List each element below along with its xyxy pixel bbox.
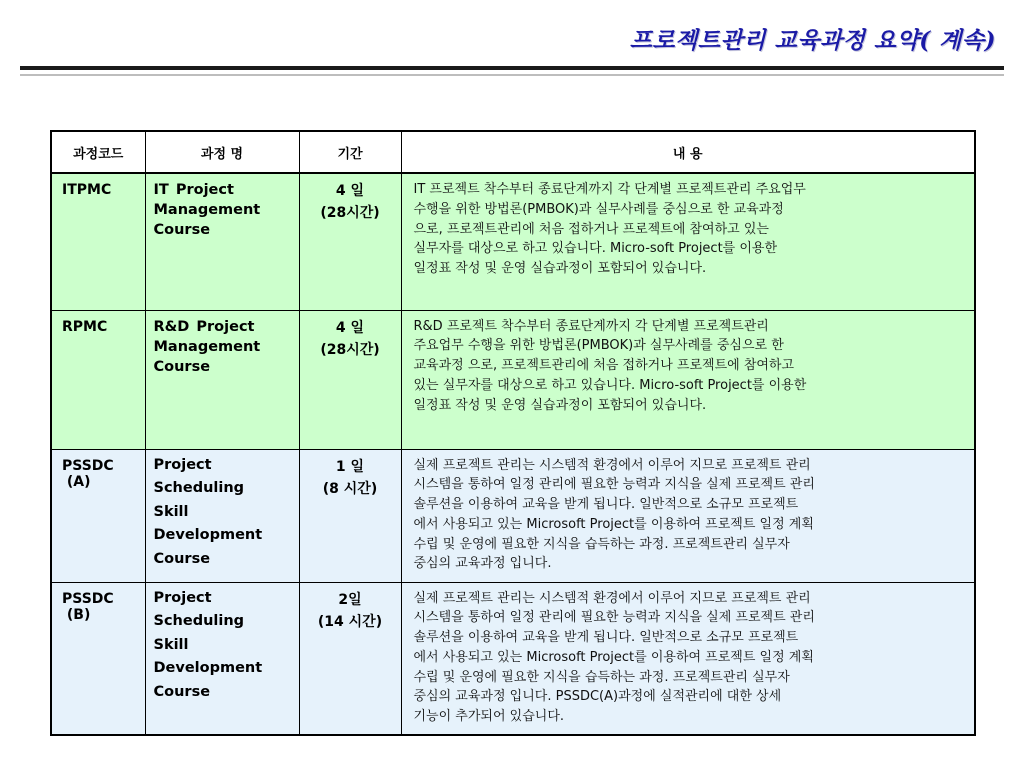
period-days: 2일: [338, 591, 362, 608]
title-divider-thin: [20, 74, 1004, 76]
content-line: 일정표 작성 및 운영 실습과정이 포함되어 있습니다.: [413, 397, 707, 413]
period-cell: [299, 582, 401, 735]
period-hours: (8 시간): [322, 480, 378, 497]
slide-title: 프로젝트관리 교육과정 요약( 계속): [629, 27, 996, 54]
period-hours: (14 시간): [317, 613, 383, 630]
period-cell: [299, 173, 401, 310]
course-code-cell: [51, 582, 145, 735]
course-name-line: Course: [153, 222, 211, 238]
course-name-line: Development: [153, 660, 263, 676]
content-line: 수립 및 운영에 필요한 지식을 습득하는 과정. 프로젝트관리 실무자: [413, 669, 790, 685]
course-name-line: IT Project: [153, 182, 234, 198]
course-code: PSSDC: [62, 457, 114, 474]
course-name-line: R&D Project: [153, 318, 255, 335]
course-name-line: Management: [153, 338, 261, 355]
content-line: 주요업무 수행을 위한 방법론(PMBOK)과 실무사례를 중심으로 한: [413, 338, 784, 354]
content-cell: [401, 310, 975, 449]
content-line: 시스템을 통하여 일정 관리에 필요한 능력과 지식을 실제 프로젝트 관리: [413, 477, 815, 493]
period-days: 4 일: [335, 319, 365, 336]
course-name-cell: [145, 449, 299, 582]
course-name-cell: [145, 310, 299, 449]
content-line: 솔루션을 이용하여 교육을 받게 됩니다. 일반적으로 소규모 프로젝트: [413, 497, 799, 513]
header-period: 기간: [299, 131, 401, 173]
content-cell: [401, 582, 975, 735]
content-line: R&D 프로젝트 착수부터 종료단계까지 각 단계별 프로젝트관리: [413, 318, 769, 334]
course-code: ITPMC: [62, 182, 112, 198]
content-line: 중심의 교육과정 입니다. PSSDC(A)과정에 실적관리에 대한 상세: [413, 689, 782, 705]
period-cell: [299, 449, 401, 582]
course-code-variant: (B): [62, 606, 91, 623]
header-course-code: 과정코드: [51, 131, 145, 173]
content-cell: [401, 449, 975, 582]
course-code-cell: [51, 173, 145, 310]
content-line: 있는 실무자를 대상으로 하고 있습니다. Micro-soft Project를 이용한: [413, 377, 807, 393]
content-line: 중심의 교육과정 입니다.: [413, 556, 552, 572]
content-line: 으로, 프로젝트관리에 처음 접하거나 프로젝트에 참여하고 있는: [413, 221, 769, 237]
course-name-line: Course: [153, 550, 211, 567]
header-course-name: 과정 명: [145, 131, 299, 173]
content-line: 시스템을 통하여 일정 관리에 필요한 능력과 지식을 실제 프로젝트 관리: [413, 610, 815, 626]
period-hours: (28시간): [320, 341, 380, 358]
content-line: 솔루션을 이용하여 교육을 받게 됩니다. 일반적으로 소규모 프로젝트: [413, 630, 799, 646]
course-name-line: Skill: [153, 503, 189, 520]
content-line: 실제 프로젝트 관리는 시스템적 환경에서 이루어 지므로 프로젝트 관리: [413, 457, 811, 473]
period-hours: (28시간): [320, 205, 380, 221]
course-name-line: Management: [153, 202, 261, 218]
content-line: 기능이 추가되어 있습니다.: [413, 709, 565, 725]
course-name-line: Project: [153, 456, 212, 473]
course-code-cell: [51, 449, 145, 582]
course-name-cell: [145, 173, 299, 310]
table-row: [51, 310, 975, 449]
course-code: RPMC: [62, 318, 108, 335]
content-line: 실무자를 대상으로 하고 있습니다. Micro-soft Project를 이용한: [413, 241, 778, 257]
content-line: 교육과정 으로, 프로젝트관리에 처음 접하거나 프로젝트에 참여하고: [413, 358, 795, 374]
course-name-line: Skill: [153, 636, 189, 653]
course-name-line: Project: [153, 589, 212, 606]
course-code-variant: (A): [62, 473, 91, 490]
content-line: IT 프로젝트 착수부터 종료단계까지 각 단계별 프로젝트관리 주요업무: [413, 182, 806, 197]
content-line: 실제 프로젝트 관리는 시스템적 환경에서 이루어 지므로 프로젝트 관리: [413, 590, 811, 606]
course-name-line: Scheduling: [153, 613, 245, 629]
content-line: 수행을 위한 방법론(PMBOK)과 실무사례를 중심으로 한 교육과정: [413, 201, 784, 217]
course-code: PSSDC: [62, 590, 114, 607]
content-cell: [401, 173, 975, 310]
header-content: 내 용: [401, 131, 975, 173]
content-line: 수립 및 운영에 필요한 지식을 습득하는 과정. 프로젝트관리 실무자: [413, 536, 790, 552]
period-days: 4 일: [335, 183, 365, 199]
table-row: [51, 173, 975, 310]
content-line: 에서 사용되고 있는 Microsoft Project를 이용하여 프로젝트 일정 계획: [413, 649, 814, 665]
course-name-cell: [145, 582, 299, 735]
table-header-row: [51, 131, 975, 173]
content-line: 에서 사용되고 있는 Microsoft Project를 이용하여 프로젝트 일정 계획: [413, 516, 814, 532]
course-summary-table: [50, 130, 976, 736]
period-days: 1 일: [335, 458, 365, 475]
course-name-line: Course: [153, 683, 211, 700]
course-name-line: Scheduling: [153, 480, 245, 496]
course-code-cell: [51, 310, 145, 449]
content-line: 일정표 작성 및 운영 실습과정이 포함되어 있습니다.: [413, 261, 707, 277]
course-name-line: Course: [153, 358, 211, 375]
course-name-line: Development: [153, 527, 263, 543]
title-divider-thick: [20, 66, 1004, 70]
table-row: [51, 582, 975, 735]
period-cell: [299, 310, 401, 449]
table-row: [51, 449, 975, 582]
